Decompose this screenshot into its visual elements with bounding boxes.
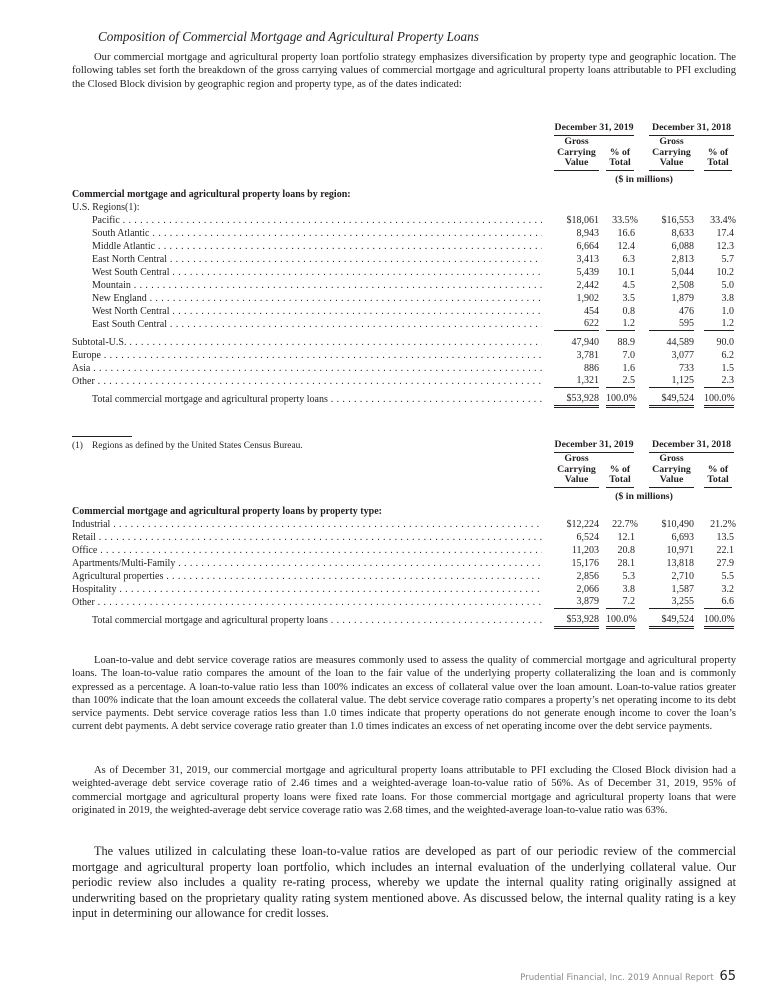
table-row: West North Central . . . 454 0.8 476 1.0 (72, 305, 736, 318)
header-date-2019: December 31, 2019 (554, 121, 634, 136)
footnote: (1) Regions as defined by the United States Census Bureau. (72, 441, 303, 451)
header-pct-total-2018: % of Total (704, 148, 732, 171)
table-row: Industrial . . . $12,224 22.7% $10,490 21.2% (72, 518, 736, 531)
property-table-caption: Commercial mortgage and agricultural property loans by property type: (72, 506, 382, 517)
table-row: Other . . . 3,879 7.2 3,255 6.6 (72, 596, 736, 609)
region-table-caption: Commercial mortgage and agricultural property loans by region: (72, 189, 351, 200)
table-row: East South Central . . . 622 1.2 595 1.2 (72, 318, 736, 331)
units-label: ($ in millions) (615, 174, 673, 185)
table-row: Middle Atlantic . . . 6,664 12.4 6,088 12.3 (72, 240, 736, 253)
property-type-table (72, 438, 736, 627)
us-regions-label: U.S. Regions(1): (72, 202, 140, 213)
header-gross-carrying-value-2019: Gross Carrying Value (554, 137, 599, 171)
header-date-2019: December 31, 2019 (554, 438, 634, 453)
table-row: Hospitality . . . 2,066 3.8 1,587 3.2 (72, 583, 736, 596)
header-gross-carrying-value-2018: Gross Carrying Value (649, 137, 694, 171)
table-row: Retail . . . 6,524 12.1 6,693 13.5 (72, 531, 736, 544)
table-header (72, 121, 736, 185)
header-date-2018: December 31, 2018 (649, 438, 734, 453)
table-row: Europe . . . 3,781 7.0 3,077 6.2 (72, 349, 736, 362)
table-row: South Atlantic . . . 8,943 16.6 8,633 17.4 (72, 227, 736, 240)
table-row: East North Central . . . 3,413 6.3 2,813 5.7 (72, 253, 736, 266)
section-title: Composition of Commercial Mortgage and Agricultural Property Loans (98, 29, 479, 44)
table-row: West South Central . . . 5,439 10.1 5,044 10.2 (72, 266, 736, 279)
region-table (72, 121, 736, 406)
table-row: Asia . . . 886 1.6 733 1.5 (72, 362, 736, 375)
intro-paragraph: Our commercial mortgage and agricultural property loan portfolio strategy emphasizes diversification by property type and geographic location. The following tables set forth the breakdown of the gross carrying values of commercial mortgage and agricultural property loans attributable to PFI excluding the Closed Block division by geographic region and property type, as of the dates indicated: (72, 52, 736, 90)
table-row-subtotal: Subtotal-U.S. . . . 47,940 88.9 44,589 90.0 (72, 336, 736, 349)
table-row: Mountain . . . 2,442 4.5 2,508 5.0 (72, 279, 736, 292)
header-gross-carrying-value-2019: Gross Carrying Value (554, 454, 599, 488)
footer-report-title: Prudential Financial, Inc. 2019 Annual Report (520, 973, 714, 983)
table-row: Agricultural properties . . . 2,856 5.3 2,710 5.5 (72, 570, 736, 583)
table-row: New England . . . 1,902 3.5 1,879 3.8 (72, 292, 736, 305)
table-row: Pacific . . . $18,061 33.5% $16,553 33.4% (72, 214, 736, 227)
table-row: Apartments/Multi-Family . . . 15,176 28.1 13,818 27.9 (72, 557, 736, 570)
table-row-total: Total commercial mortgage and agricultural property loans . . . $53,928 100.0% $49,524 100.0% (72, 614, 736, 627)
table-header (72, 438, 736, 502)
header-date-2018: December 31, 2018 (649, 121, 734, 136)
footnote-divider (72, 436, 132, 437)
header-pct-total-2019: % of Total (606, 148, 634, 171)
page-footer (520, 969, 736, 984)
table-row-total: Total commercial mortgage and agricultural property loans . . . $53,928 100.0% $49,524 100.0% (72, 393, 736, 406)
periodic-review-paragraph: The values utilized in calculating these loan-to-value ratios are developed as part of our periodic review of the commercial mortgage and agricultural property loan portfolio, which includes an internal evaluation of the underlying collateral value. Our periodic review also includes a quality re-rating process, whereby we update the internal quality rating originally assigned at underwriting based on the proprietary quality rating system mentioned above. As discussed below, the internal quality rating is a key input in determining our allowance for credit losses. (72, 844, 736, 921)
units-label: ($ in millions) (615, 491, 673, 502)
table-row: Other . . . 1,321 2.5 1,125 2.3 (72, 375, 736, 388)
ltv-dscr-paragraph: Loan-to-value and debt service coverage ratios are measures commonly used to assess the quality of commercial mortgage and agricultural property loans. The loan-to-value ratio compares the amount of the loan to the fair value of the underlying property collateralizing the loan and is commonly expressed as a percentage. A loan-to-value ratio less than 100% indicates an excess of collateral value over the loan amount. Loan-to-value ratios greater than 100% indicate that the loan amount exceeds the collateral value. The debt service coverage ratio compares a property’s net operating income to its debt service payments. Debt service coverage ratios less than 1.0 times indicate that property operations do not generate enough income to cover the loan’s current debt payments. A debt service coverage ratio greater than 1.0 times indicates an excess of net operating income over the debt service payments. (72, 655, 736, 733)
header-pct-total-2018: % of Total (704, 465, 732, 488)
header-pct-total-2019: % of Total (606, 465, 634, 488)
table-row: Office . . . 11,203 20.8 10,971 22.1 (72, 544, 736, 557)
page-number: 65 (719, 969, 736, 984)
header-gross-carrying-value-2018: Gross Carrying Value (649, 454, 694, 488)
weighted-average-paragraph: As of December 31, 2019, our commercial mortgage and agricultural property loans attributable to PFI excluding the Closed Block division had a weighted-average debt service coverage ratio of 2.46 times and a weighted-average loan-to-value ratio of 56%. As of December 31, 2019, 95% of commercial mortgage and agricultural property loans were fixed rate loans. For those commercial mortgage and agricultural property loans that were originated in 2019, the weighted-average debt service coverage ratio was 2.68 times, and the weighted-average loan-to-value ratio was 63%. (72, 765, 736, 816)
